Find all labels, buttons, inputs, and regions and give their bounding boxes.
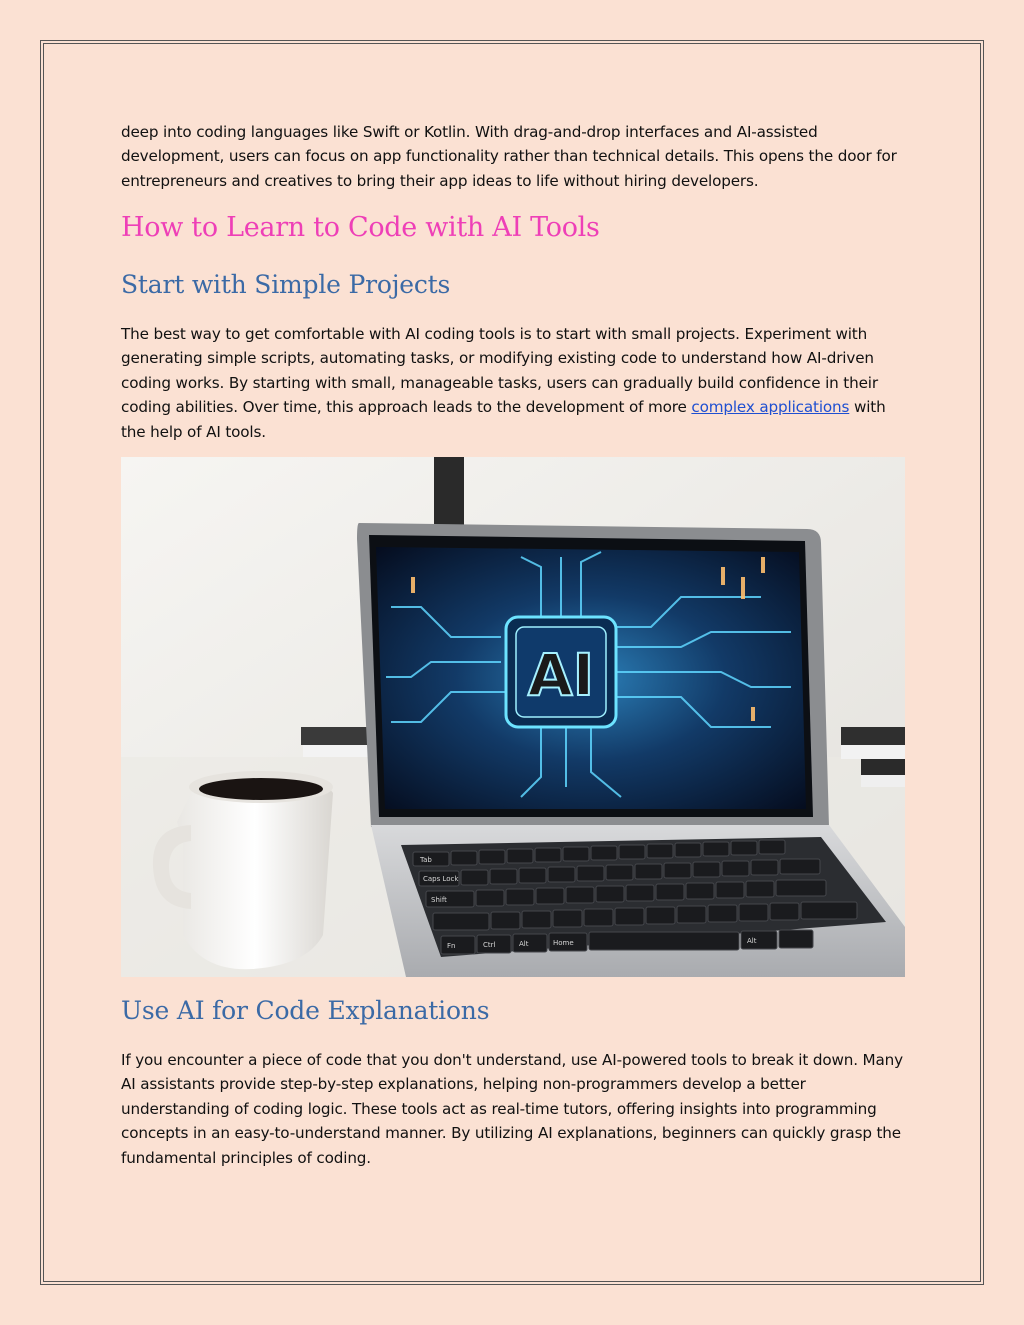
key-alt-right: Alt: [747, 937, 757, 945]
key-shift: Shift: [431, 896, 447, 904]
key-tab: Tab: [420, 856, 432, 864]
key-fn: Fn: [447, 942, 456, 950]
code-explanations-paragraph: If you encounter a piece of code that you don't understand, use AI-powered tools to break it down. Many AI assistants provide step-by-step explanations, helping non-programmers develop a better understanding of coding logic. These tools act as real-time tutors, offering insights into programming concepts in an easy-to-understand manner. By utilizing AI explanations, beginners can quickly grasp the fundamental principles of coding.: [121, 1051, 903, 1167]
key-alt-left: Alt: [519, 940, 529, 948]
ai-chip-label: AI: [527, 641, 595, 709]
document-content: [121, 120, 905, 1167]
paragraph-text-end: with the help of AI tools.: [121, 398, 886, 441]
subheading-simple-projects: Start with Simple Projects: [121, 270, 451, 299]
paragraph-text: The best way to get comfortable with AI coding tools is to start with small projects. Experiment with generating simple scripts, automating tasks, or modifying existing code to understand how AI-driven coding works. By starting with small, manageable tasks, users can gradually build confidence in their coding abilities. Over time, this approach leads to the development of more: [121, 325, 878, 417]
key-ctrl: Ctrl: [483, 941, 496, 949]
laptop-ai-image: [121, 457, 905, 977]
section-heading: How to Learn to Code with AI Tools: [121, 212, 600, 243]
key-caps-lock: Caps Lock: [423, 875, 459, 883]
intro-paragraph: deep into coding languages like Swift or Kotlin. With drag-and-drop interfaces and AI-assisted development, users can focus on app functionality rather than technical details. This opens the door for entrepreneurs and creatives to bring their app ideas to life without hiring developers.: [121, 123, 897, 190]
simple-projects-paragraph: [121, 322, 905, 444]
complex-applications-link[interactable]: complex applications: [691, 398, 850, 417]
key-home: Home: [553, 939, 574, 947]
subheading-code-explanations: Use AI for Code Explanations: [121, 996, 490, 1025]
